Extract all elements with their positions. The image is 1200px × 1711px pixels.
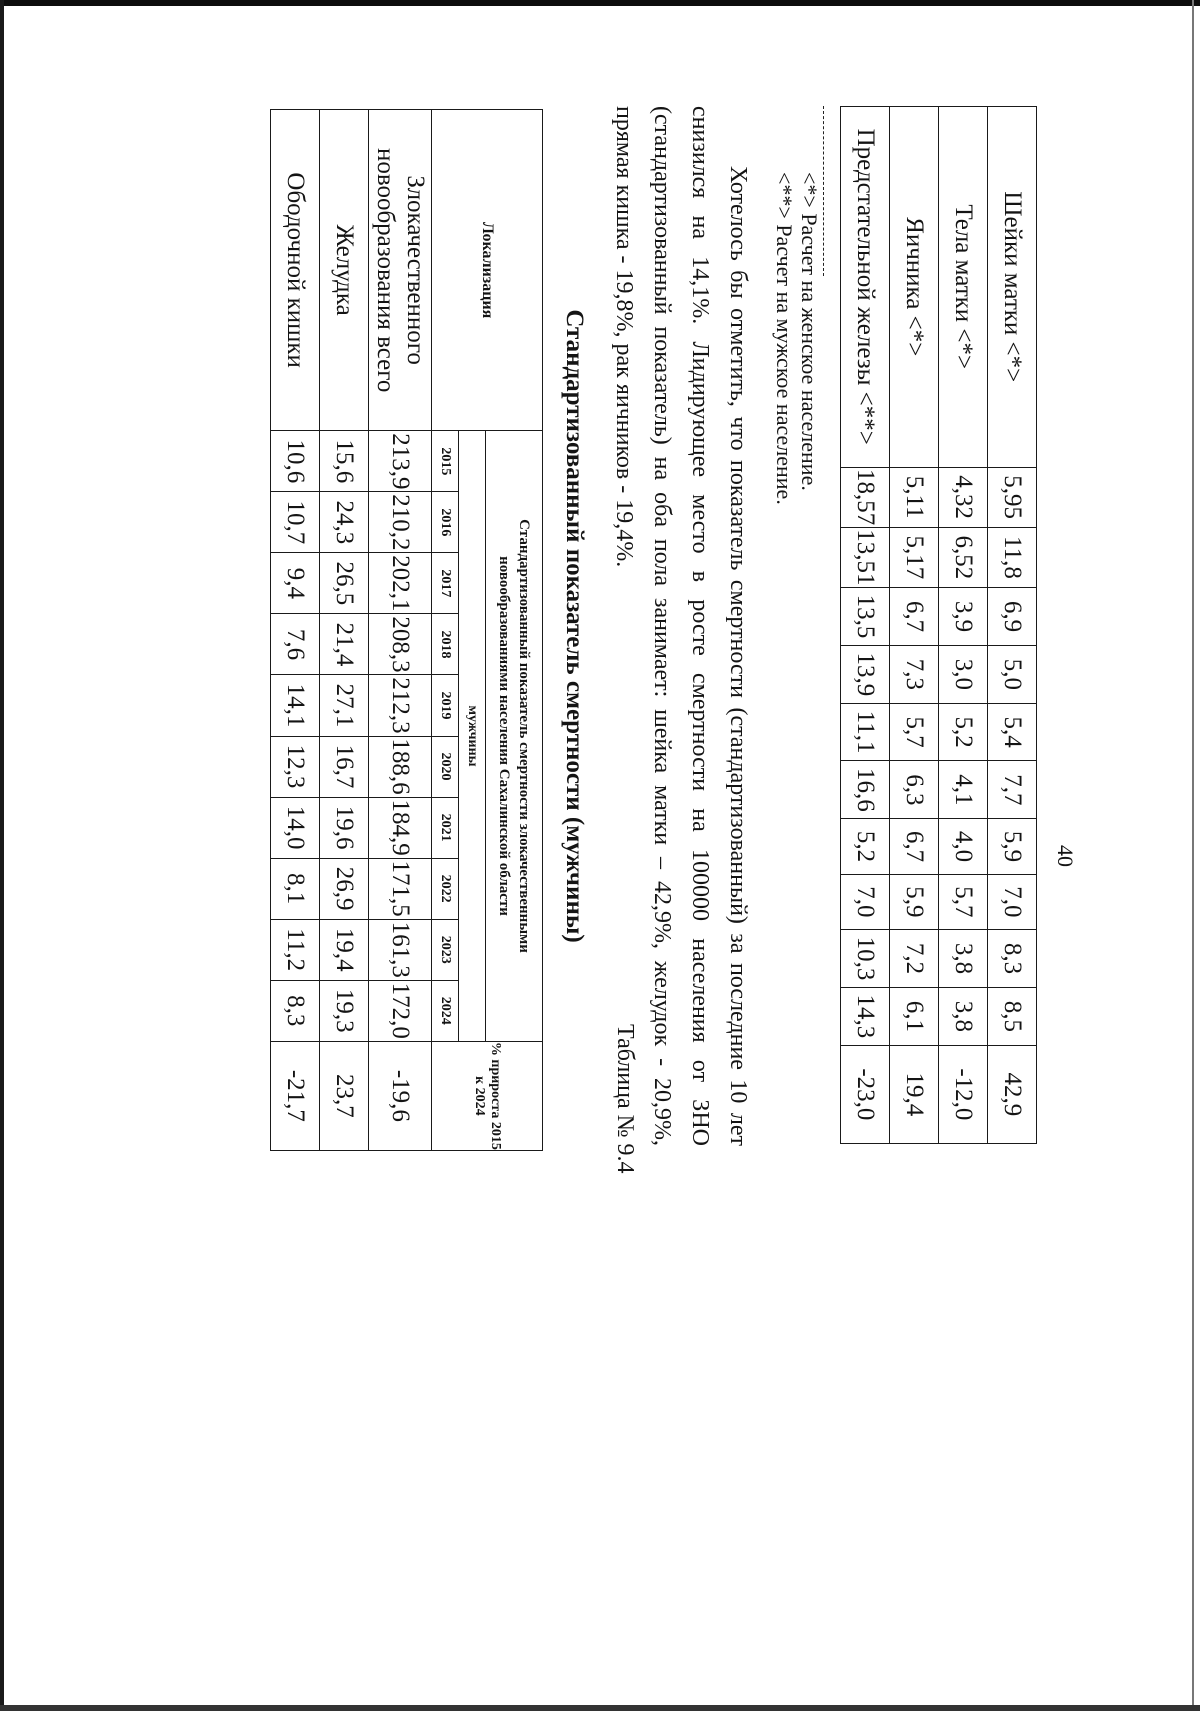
growth-cell: -21,7 bbox=[271, 1041, 320, 1150]
value-cell: 8,3 bbox=[271, 980, 320, 1041]
year-header: 2017 bbox=[432, 553, 459, 614]
year-header: 2020 bbox=[432, 736, 459, 797]
value-cell: 7,2 bbox=[890, 930, 939, 988]
footnote-male: <**> Расчет на мужское население. bbox=[772, 172, 797, 505]
value-cell: 6,7 bbox=[890, 588, 939, 646]
value-cell: 5,0 bbox=[988, 645, 1037, 703]
row-label: Желудка bbox=[320, 110, 369, 431]
value-cell: 7,6 bbox=[271, 614, 320, 675]
value-cell: 21,4 bbox=[320, 614, 369, 675]
value-cell: 3,8 bbox=[939, 987, 988, 1045]
value-cell: 19,3 bbox=[320, 980, 369, 1041]
value-cell: 8,5 bbox=[988, 987, 1037, 1045]
value-cell: 10,3 bbox=[841, 930, 890, 988]
value-cell: 6,7 bbox=[890, 819, 939, 874]
row-label: Тела матки <*> bbox=[939, 107, 988, 468]
value-cell: 3,9 bbox=[939, 588, 988, 646]
value-cell: 184,9 bbox=[369, 797, 432, 858]
header-growth-pct: % прироста 2015 к 2024 bbox=[432, 1041, 543, 1150]
row-label: Предстательной железы <**> bbox=[841, 107, 890, 468]
growth-cell: 23,7 bbox=[320, 1041, 369, 1150]
value-cell: 15,6 bbox=[320, 431, 369, 492]
growth-cell: 19,4 bbox=[890, 1045, 939, 1143]
value-cell: 27,1 bbox=[320, 675, 369, 736]
table-row bbox=[841, 107, 890, 1144]
value-cell: 8,3 bbox=[988, 930, 1037, 988]
table-row bbox=[890, 107, 939, 1144]
year-header: 2024 bbox=[432, 980, 459, 1041]
value-cell: 213,9 bbox=[369, 431, 432, 492]
value-cell: 5,7 bbox=[939, 874, 988, 929]
value-cell: 7,7 bbox=[988, 761, 1037, 819]
value-cell: 4,32 bbox=[939, 467, 988, 527]
value-cell: 4,0 bbox=[939, 819, 988, 874]
value-cell: 6,52 bbox=[939, 527, 988, 587]
year-header: 2022 bbox=[432, 858, 459, 919]
male-mortality-table bbox=[270, 109, 543, 1151]
row-label: Ободочной кишки bbox=[271, 110, 320, 431]
value-cell: 8,1 bbox=[271, 858, 320, 919]
growth-cell: -19,6 bbox=[369, 1041, 432, 1150]
table-row bbox=[369, 110, 432, 1151]
value-cell: 5,7 bbox=[890, 703, 939, 761]
page-number: 40 bbox=[1053, 845, 1078, 867]
value-cell: 11,8 bbox=[988, 527, 1037, 587]
value-cell: 4,1 bbox=[939, 761, 988, 819]
value-cell: 19,4 bbox=[320, 919, 369, 980]
value-cell: 5,17 bbox=[890, 527, 939, 587]
value-cell: 14,1 bbox=[271, 675, 320, 736]
value-cell: 6,3 bbox=[890, 761, 939, 819]
value-cell: 26,9 bbox=[320, 858, 369, 919]
value-cell: 11,2 bbox=[271, 919, 320, 980]
header-sex: мужчины bbox=[459, 431, 486, 1041]
value-cell: 13,9 bbox=[841, 645, 890, 703]
value-cell: 171,5 bbox=[369, 858, 432, 919]
growth-cell: -12,0 bbox=[939, 1045, 988, 1143]
value-cell: 7,3 bbox=[890, 645, 939, 703]
year-header: 2018 bbox=[432, 614, 459, 675]
value-cell: 19,6 bbox=[320, 797, 369, 858]
year-header: 2023 bbox=[432, 919, 459, 980]
value-cell: 6,9 bbox=[988, 588, 1037, 646]
value-cell: 13,51 bbox=[841, 527, 890, 587]
value-cell: 7,0 bbox=[841, 874, 890, 929]
year-header: 2016 bbox=[432, 492, 459, 553]
value-cell: 26,5 bbox=[320, 553, 369, 614]
table-row bbox=[939, 107, 988, 1144]
value-cell: 172,0 bbox=[369, 980, 432, 1041]
value-cell: 11,1 bbox=[841, 703, 890, 761]
value-cell: 7,0 bbox=[988, 874, 1037, 929]
mortality-table-continued bbox=[840, 106, 1037, 1144]
value-cell: 5,95 bbox=[988, 467, 1037, 527]
growth-cell: -23,0 bbox=[841, 1045, 890, 1143]
table-row bbox=[988, 107, 1037, 1144]
value-cell: 5,2 bbox=[939, 703, 988, 761]
table-title: Стандартизованный показатель смертности (мужчины) bbox=[561, 309, 588, 943]
row-label: Злокачественного новообразования всего bbox=[369, 110, 432, 431]
header-location: Локализация bbox=[432, 110, 543, 431]
year-header: 2019 bbox=[432, 675, 459, 736]
value-cell: 24,3 bbox=[320, 492, 369, 553]
value-cell: 5,9 bbox=[890, 874, 939, 929]
value-cell: 210,2 bbox=[369, 492, 432, 553]
table-number: Таблица № 9.4 bbox=[612, 1024, 638, 1174]
value-cell: 10,6 bbox=[271, 431, 320, 492]
header-main: Стандартизованный показатель смертности злокачественными новообразованиями населения Сахалинской области bbox=[486, 431, 543, 1041]
value-cell: 161,3 bbox=[369, 919, 432, 980]
value-cell: 5,4 bbox=[988, 703, 1037, 761]
row-label: Яичника <*> bbox=[890, 107, 939, 468]
year-header: 2021 bbox=[432, 797, 459, 858]
value-cell: 12,3 bbox=[271, 736, 320, 797]
value-cell: 5,2 bbox=[841, 819, 890, 874]
value-cell: 16,7 bbox=[320, 736, 369, 797]
value-cell: 10,7 bbox=[271, 492, 320, 553]
value-cell: 14,3 bbox=[841, 987, 890, 1045]
growth-cell: 42,9 bbox=[988, 1045, 1037, 1143]
value-cell: 202,1 bbox=[369, 553, 432, 614]
value-cell: 16,6 bbox=[841, 761, 890, 819]
row-label: Шейки матки <*> bbox=[988, 107, 1037, 468]
value-cell: 6,1 bbox=[890, 987, 939, 1045]
value-cell: 5,9 bbox=[988, 819, 1037, 874]
value-cell: 208,3 bbox=[369, 614, 432, 675]
year-header: 2015 bbox=[432, 431, 459, 492]
value-cell: 188,6 bbox=[369, 736, 432, 797]
table-row bbox=[271, 110, 320, 1151]
body-paragraph: Хотелось бы отметить, что показатель смертности (стандартизованный) за последние 10 лет снизился на 14,1%. Лидирующее место в росте смертности на 100000 населения от ЗНО (стандартизованный показатель) на оба пола занимает: шейка матки – 42,9%, желудок - 20,9%, прямая кишка - 19,8%, рак яичников - 19,4%. bbox=[611, 106, 751, 1146]
value-cell: 9,4 bbox=[271, 553, 320, 614]
value-cell: 212,3 bbox=[369, 675, 432, 736]
value-cell: 14,0 bbox=[271, 797, 320, 858]
value-cell: 3,8 bbox=[939, 930, 988, 988]
table-row bbox=[320, 110, 369, 1151]
value-cell: 3,0 bbox=[939, 645, 988, 703]
value-cell: 13,5 bbox=[841, 588, 890, 646]
value-cell: 5,11 bbox=[890, 467, 939, 527]
footnote-female: <*> Расчет на женское население. bbox=[797, 172, 822, 491]
value-cell: 18,57 bbox=[841, 467, 890, 527]
